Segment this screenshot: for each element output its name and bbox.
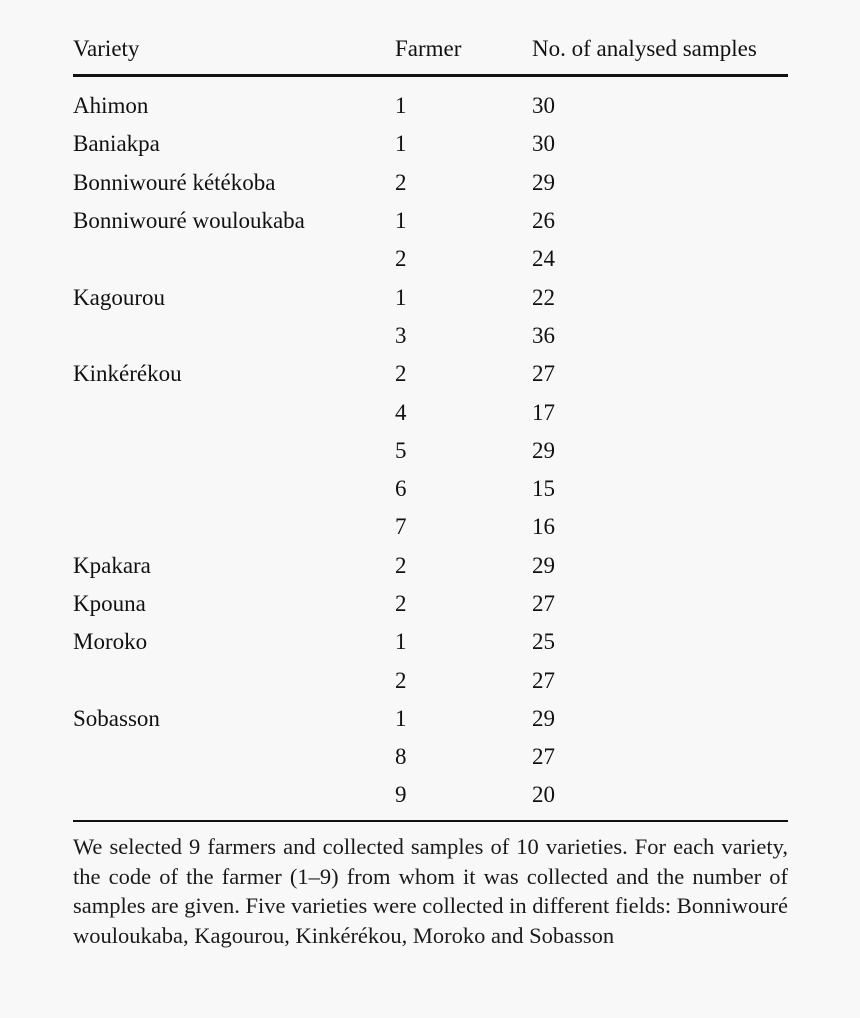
header-rule — [73, 74, 788, 77]
table-row — [73, 393, 788, 431]
table-caption: We selected 9 farmers and collected samples of 10 varieties. For each variety, the code of the farmer (1–9) from whom it was collected and the number of samples are given. Five varieties were collected in different fields: Bonniwouré wouloukaba, Kagourou, Kinkérékou, Moroko and Sobasson — [73, 834, 788, 948]
table-header — [73, 0, 788, 76]
cell-samples: 36 — [532, 322, 555, 348]
cell-samples: 16 — [532, 514, 555, 540]
table-row — [73, 317, 788, 355]
cell-samples: 20 — [532, 782, 555, 808]
cell-farmer: 7 — [395, 514, 407, 540]
cell-variety: Kpakara — [73, 552, 151, 578]
cell-variety: Ahimon — [73, 93, 149, 119]
cell-samples: 27 — [532, 361, 555, 387]
cell-variety: Bonniwouré kétékoba — [73, 169, 276, 195]
cell-farmer: 4 — [395, 399, 407, 425]
cell-samples: 27 — [532, 744, 555, 770]
cell-samples: 29 — [532, 437, 555, 463]
cell-variety: Kinkérékou — [73, 361, 182, 387]
cell-samples: 29 — [532, 552, 555, 578]
cell-farmer: 1 — [395, 208, 407, 234]
cell-farmer: 2 — [395, 667, 407, 693]
table-row — [73, 470, 788, 508]
cell-variety: Kagourou — [73, 284, 165, 310]
cell-farmer: 1 — [395, 705, 407, 731]
header-variety: Variety — [73, 36, 140, 61]
table-row — [73, 125, 788, 163]
table-row — [73, 508, 788, 546]
cell-samples: 25 — [532, 629, 555, 655]
cell-farmer: 2 — [395, 361, 407, 387]
bottom-rule — [73, 820, 788, 822]
table-row — [73, 202, 788, 240]
table-body — [73, 87, 788, 815]
cell-samples: 24 — [532, 246, 555, 272]
cell-farmer: 5 — [395, 437, 407, 463]
cell-farmer: 1 — [395, 284, 407, 310]
table-row — [73, 547, 788, 585]
cell-farmer: 1 — [395, 93, 407, 119]
cell-farmer: 9 — [395, 782, 407, 808]
cell-samples: 22 — [532, 284, 555, 310]
cell-farmer: 8 — [395, 744, 407, 770]
cell-farmer: 2 — [395, 552, 407, 578]
data-table — [73, 0, 788, 948]
cell-samples: 30 — [532, 131, 555, 157]
table-row — [73, 240, 788, 278]
cell-variety: Sobasson — [73, 705, 160, 731]
cell-farmer: 2 — [395, 169, 407, 195]
cell-samples: 29 — [532, 169, 555, 195]
cell-samples: 15 — [532, 476, 555, 502]
table-row — [73, 700, 788, 738]
table-row — [73, 585, 788, 623]
cell-farmer: 2 — [395, 591, 407, 616]
table-row — [73, 776, 788, 814]
cell-samples: 26 — [532, 208, 555, 234]
cell-samples: 27 — [532, 667, 555, 693]
cell-variety: Baniakpa — [73, 131, 160, 157]
table-row — [73, 661, 788, 699]
cell-farmer: 3 — [395, 322, 407, 348]
table-row — [73, 738, 788, 776]
table-row — [73, 278, 788, 316]
cell-farmer: 6 — [395, 476, 407, 502]
cell-variety: Moroko — [73, 629, 148, 655]
cell-samples: 17 — [532, 399, 555, 425]
cell-samples: 27 — [532, 591, 555, 616]
cell-variety: Kpouna — [73, 591, 146, 616]
table-row — [73, 432, 788, 470]
cell-samples: 30 — [532, 93, 555, 119]
table-row — [73, 87, 788, 125]
cell-variety: Bonniwouré wouloukaba — [73, 208, 305, 234]
cell-farmer: 1 — [395, 629, 407, 655]
header-samples: No. of analysed samples — [532, 36, 757, 61]
table-row — [73, 623, 788, 661]
cell-samples: 29 — [532, 705, 555, 731]
table-row — [73, 164, 788, 202]
header-farmer: Farmer — [395, 36, 462, 61]
cell-farmer: 2 — [395, 246, 407, 272]
cell-farmer: 1 — [395, 131, 407, 157]
table-row — [73, 355, 788, 393]
